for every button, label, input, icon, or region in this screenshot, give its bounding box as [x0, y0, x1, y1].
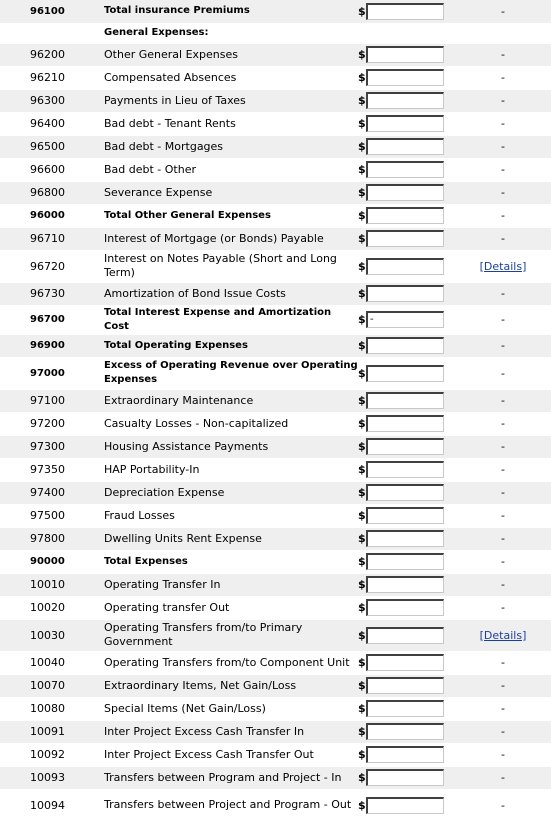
account-code: 96200: [0, 43, 104, 66]
currency-symbol: $: [358, 417, 366, 430]
row-action: [455, 651, 551, 674]
amount-input[interactable]: [366, 507, 444, 524]
table-row: [0, 697, 551, 720]
account-description: Inter Project Excess Cash Transfer Out: [104, 743, 358, 766]
amount-cell: [358, 227, 455, 250]
account-description: Compensated Absences: [104, 66, 358, 89]
table-row: [0, 250, 551, 282]
table-row: [0, 357, 551, 389]
table-row: [0, 596, 551, 619]
row-action: [455, 250, 551, 282]
row-action: [455, 481, 551, 504]
row-action: [455, 334, 551, 357]
account-code: 96800: [0, 181, 104, 204]
table-row: [0, 181, 551, 204]
table-row: [0, 334, 551, 357]
row-action: [455, 412, 551, 435]
dash-placeholder: -: [501, 532, 505, 545]
account-description: Operating Transfers from/to Primary Government: [104, 619, 358, 651]
amount-input[interactable]: [366, 797, 444, 814]
account-description: Housing Assistance Payments: [104, 435, 358, 458]
table-row: [0, 435, 551, 458]
amount-input[interactable]: [366, 258, 444, 275]
amount-cell: [358, 412, 455, 435]
row-action: [455, 743, 551, 766]
account-code: 10020: [0, 596, 104, 619]
details-link[interactable]: [Details]: [479, 628, 527, 642]
amount-cell: [358, 674, 455, 697]
amount-input[interactable]: [366, 461, 444, 478]
dash-placeholder: -: [501, 186, 505, 199]
dash-placeholder: -: [501, 366, 505, 380]
account-code: 10094: [0, 789, 104, 821]
table-row: [0, 674, 551, 697]
account-code: 97500: [0, 504, 104, 527]
table-row: [0, 204, 551, 227]
account-code: 10030: [0, 619, 104, 651]
amount-cell: [358, 135, 455, 158]
amount-input[interactable]: [366, 161, 444, 178]
row-action: [455, 504, 551, 527]
amount-input[interactable]: [366, 484, 444, 501]
amount-input[interactable]: [366, 337, 444, 354]
currency-symbol: $: [358, 313, 366, 326]
currency-symbol: $: [358, 798, 366, 812]
amount-input[interactable]: [366, 392, 444, 409]
currency-symbol: $: [358, 4, 366, 18]
table-row: [0, 743, 551, 766]
row-action: [455, 527, 551, 550]
account-code: 96730: [0, 282, 104, 305]
account-description: Extraordinary Items, Net Gain/Loss: [104, 674, 358, 697]
account-description: Depreciation Expense: [104, 481, 358, 504]
amount-cell: [358, 619, 455, 651]
account-description: Dwelling Units Rent Expense: [104, 527, 358, 550]
row-action: [455, 674, 551, 697]
account-code: 10093: [0, 766, 104, 789]
account-description: Amortization of Bond Issue Costs: [104, 282, 358, 305]
dash-placeholder: -: [501, 394, 505, 407]
dash-placeholder: -: [501, 771, 505, 784]
amount-input[interactable]: [366, 207, 444, 224]
row-action: [455, 596, 551, 619]
account-code: 96700: [0, 305, 104, 334]
account-description: Total insurance Premiums: [104, 0, 358, 23]
row-action: [455, 66, 551, 89]
row-action: [455, 305, 551, 334]
currency-symbol: $: [358, 628, 366, 642]
amount-cell: [358, 550, 455, 573]
account-code: 10010: [0, 573, 104, 596]
account-code: 96500: [0, 135, 104, 158]
account-code: 10070: [0, 674, 104, 697]
currency-symbol: $: [358, 163, 366, 176]
row-action: [455, 181, 551, 204]
currency-symbol: $: [358, 486, 366, 499]
amount-input[interactable]: [366, 599, 444, 616]
currency-symbol: $: [358, 532, 366, 545]
currency-symbol: $: [358, 117, 366, 130]
row-action: [455, 0, 551, 23]
amount-cell: [358, 204, 455, 227]
currency-symbol: $: [358, 725, 366, 738]
table-row: [0, 550, 551, 573]
account-code: 10040: [0, 651, 104, 674]
currency-symbol: $: [358, 209, 366, 222]
dash-placeholder: -: [501, 578, 505, 591]
currency-symbol: $: [358, 771, 366, 784]
currency-symbol: $: [358, 656, 366, 669]
amount-input[interactable]: -: [366, 311, 444, 328]
dash-placeholder: -: [501, 209, 505, 222]
dash-placeholder: -: [501, 486, 505, 499]
amount-cell: [358, 458, 455, 481]
table-row: [0, 158, 551, 181]
account-code: 96300: [0, 89, 104, 112]
dash-placeholder: -: [501, 679, 505, 692]
row-action: [455, 766, 551, 789]
amount-input[interactable]: [366, 700, 444, 717]
account-description: Operating transfer Out: [104, 596, 358, 619]
amount-input[interactable]: [366, 3, 444, 20]
table-row: [0, 305, 551, 334]
account-description: Fraud Losses: [104, 504, 358, 527]
account-code: 96600: [0, 158, 104, 181]
amount-cell: [358, 651, 455, 674]
account-code: 97000: [0, 357, 104, 389]
amount-cell: [358, 527, 455, 550]
table-row: [0, 481, 551, 504]
dash-placeholder: -: [501, 656, 505, 669]
amount-cell: [358, 596, 455, 619]
amount-input[interactable]: [366, 138, 444, 155]
currency-symbol: $: [358, 440, 366, 453]
account-code: 10091: [0, 720, 104, 743]
amount-cell: [358, 66, 455, 89]
amount-input[interactable]: [366, 723, 444, 740]
table-row: [0, 619, 551, 651]
amount-input[interactable]: [366, 285, 444, 302]
table-row: [0, 527, 551, 550]
amount-input[interactable]: [366, 415, 444, 432]
amount-cell: [358, 181, 455, 204]
row-action: [455, 619, 551, 651]
row-action: [455, 389, 551, 412]
currency-symbol: $: [358, 339, 366, 352]
amount-input[interactable]: [366, 769, 444, 786]
section-header-label: General Expenses:: [104, 23, 358, 43]
dash-placeholder: -: [501, 798, 505, 812]
dash-placeholder: -: [501, 313, 505, 326]
account-description: Other General Expenses: [104, 43, 358, 66]
row-action: [455, 458, 551, 481]
account-code: 10080: [0, 697, 104, 720]
account-description: HAP Portability-In: [104, 458, 358, 481]
account-description: Total Expenses: [104, 550, 358, 573]
table-row: [0, 389, 551, 412]
amount-cell: [358, 43, 455, 66]
dash-placeholder: -: [501, 555, 505, 568]
currency-symbol: $: [358, 679, 366, 692]
table-row: [0, 282, 551, 305]
account-description: Operating Transfer In: [104, 573, 358, 596]
details-link[interactable]: [Details]: [479, 259, 527, 273]
amount-cell: [358, 720, 455, 743]
row-action: [455, 158, 551, 181]
amount-input[interactable]: [366, 746, 444, 763]
amount-cell: [358, 158, 455, 181]
currency-symbol: $: [358, 601, 366, 614]
amount-input[interactable]: [366, 654, 444, 671]
account-code: 96900: [0, 334, 104, 357]
amount-input[interactable]: [366, 677, 444, 694]
currency-symbol: $: [358, 748, 366, 761]
table-row: [0, 89, 551, 112]
dash-placeholder: -: [501, 4, 505, 18]
amount-input[interactable]: [366, 92, 444, 109]
account-description: Casualty Losses - Non-capitalized: [104, 412, 358, 435]
amount-input[interactable]: [366, 184, 444, 201]
row-action: [455, 789, 551, 821]
amount-cell: [358, 789, 455, 821]
amount-cell: [358, 743, 455, 766]
account-description: Excess of Operating Revenue over Operating Expenses: [104, 357, 358, 389]
account-description: Bad debt - Other: [104, 158, 358, 181]
amount-input[interactable]: [366, 553, 444, 570]
row-action: [455, 89, 551, 112]
row-action: [455, 227, 551, 250]
row-action: [455, 282, 551, 305]
row-action: [455, 135, 551, 158]
amount-cell: [358, 766, 455, 789]
account-description: Total Operating Expenses: [104, 334, 358, 357]
account-description: Inter Project Excess Cash Transfer In: [104, 720, 358, 743]
table-row: [0, 458, 551, 481]
section-header-row: [0, 23, 551, 43]
row-action: [455, 43, 551, 66]
dash-placeholder: -: [501, 601, 505, 614]
amount-cell: [358, 504, 455, 527]
account-code: [0, 23, 104, 43]
dash-placeholder: -: [501, 94, 505, 107]
currency-symbol: $: [358, 94, 366, 107]
account-description: Operating Transfers from/to Component Unit: [104, 651, 358, 674]
dash-placeholder: -: [501, 725, 505, 738]
dash-placeholder: -: [501, 702, 505, 715]
currency-symbol: $: [358, 232, 366, 245]
currency-symbol: $: [358, 259, 366, 273]
currency-symbol: $: [358, 287, 366, 300]
account-description: Payments in Lieu of Taxes: [104, 89, 358, 112]
amount-cell: [358, 435, 455, 458]
account-code: 90000: [0, 550, 104, 573]
amount-cell: [358, 334, 455, 357]
amount-cell: [358, 697, 455, 720]
amount-cell: [358, 389, 455, 412]
currency-symbol: $: [358, 366, 366, 380]
account-description: Transfers between Project and Program - Out: [104, 789, 358, 821]
currency-symbol: $: [358, 394, 366, 407]
account-description: Bad debt - Mortgages: [104, 135, 358, 158]
currency-symbol: $: [358, 509, 366, 522]
dash-placeholder: -: [501, 71, 505, 84]
amount-cell: [358, 357, 455, 389]
dash-placeholder: -: [501, 117, 505, 130]
amount-input[interactable]: [366, 627, 444, 644]
dash-placeholder: -: [501, 440, 505, 453]
row-action: [455, 23, 551, 43]
account-code: 97200: [0, 412, 104, 435]
amount-cell: [358, 89, 455, 112]
currency-symbol: $: [358, 140, 366, 153]
account-code: 96000: [0, 204, 104, 227]
dash-placeholder: -: [501, 163, 505, 176]
account-description: Extraordinary Maintenance: [104, 389, 358, 412]
amount-cell: [358, 23, 455, 43]
table-row: [0, 766, 551, 789]
dash-placeholder: -: [501, 287, 505, 300]
account-description: Interest of Mortgage (or Bonds) Payable: [104, 227, 358, 250]
dash-placeholder: -: [501, 339, 505, 352]
account-code: 96710: [0, 227, 104, 250]
amount-input[interactable]: [366, 46, 444, 63]
dash-placeholder: -: [501, 232, 505, 245]
dash-placeholder: -: [501, 748, 505, 761]
account-code: 97350: [0, 458, 104, 481]
account-description: Bad debt - Tenant Rents: [104, 112, 358, 135]
account-code: 96100: [0, 0, 104, 23]
account-description: Total Other General Expenses: [104, 204, 358, 227]
dash-placeholder: -: [501, 417, 505, 430]
amount-input[interactable]: [366, 576, 444, 593]
account-description: Total Interest Expense and Amortization Cost: [104, 305, 358, 334]
table-row: [0, 112, 551, 135]
table-row: [0, 573, 551, 596]
account-code: 97800: [0, 527, 104, 550]
dash-placeholder: -: [501, 140, 505, 153]
account-description: Interest on Notes Payable (Short and Long Term): [104, 250, 358, 282]
currency-symbol: $: [358, 463, 366, 476]
table-row: [0, 227, 551, 250]
amount-cell: [358, 573, 455, 596]
row-action: [455, 550, 551, 573]
table-row: [0, 66, 551, 89]
account-description: Special Items (Net Gain/Loss): [104, 697, 358, 720]
currency-symbol: $: [358, 48, 366, 61]
row-action: [455, 112, 551, 135]
account-code: 10092: [0, 743, 104, 766]
account-code: 96210: [0, 66, 104, 89]
currency-symbol: $: [358, 555, 366, 568]
dash-placeholder: -: [501, 463, 505, 476]
row-action: [455, 435, 551, 458]
row-action: [455, 573, 551, 596]
account-code: 97100: [0, 389, 104, 412]
dash-placeholder: -: [501, 509, 505, 522]
amount-input[interactable]: [366, 69, 444, 86]
account-description: Transfers between Program and Project - In: [104, 766, 358, 789]
amount-input[interactable]: [366, 365, 444, 382]
table-row: [0, 412, 551, 435]
row-action: [455, 357, 551, 389]
amount-cell: [358, 282, 455, 305]
amount-input[interactable]: [366, 438, 444, 455]
table-row: [0, 651, 551, 674]
amount-cell: [358, 112, 455, 135]
currency-symbol: $: [358, 702, 366, 715]
amount-cell: [358, 0, 455, 23]
table-row: [0, 720, 551, 743]
account-code: 96400: [0, 112, 104, 135]
table-row: [0, 504, 551, 527]
row-action: [455, 697, 551, 720]
account-description: Severance Expense: [104, 181, 358, 204]
row-action: [455, 720, 551, 743]
row-action: [455, 204, 551, 227]
amount-cell: [358, 250, 455, 282]
table-row: [0, 43, 551, 66]
amount-input[interactable]: [366, 115, 444, 132]
currency-symbol: $: [358, 71, 366, 84]
amount-input[interactable]: [366, 230, 444, 247]
table-row: [0, 0, 551, 23]
account-code: 96720: [0, 250, 104, 282]
amount-cell: [358, 481, 455, 504]
amount-cell: [358, 305, 455, 334]
table-row: [0, 789, 551, 821]
account-code: 97300: [0, 435, 104, 458]
currency-symbol: $: [358, 186, 366, 199]
table-row: [0, 135, 551, 158]
dash-placeholder: -: [501, 48, 505, 61]
account-code: 97400: [0, 481, 104, 504]
amount-input[interactable]: [366, 530, 444, 547]
currency-symbol: $: [358, 578, 366, 591]
